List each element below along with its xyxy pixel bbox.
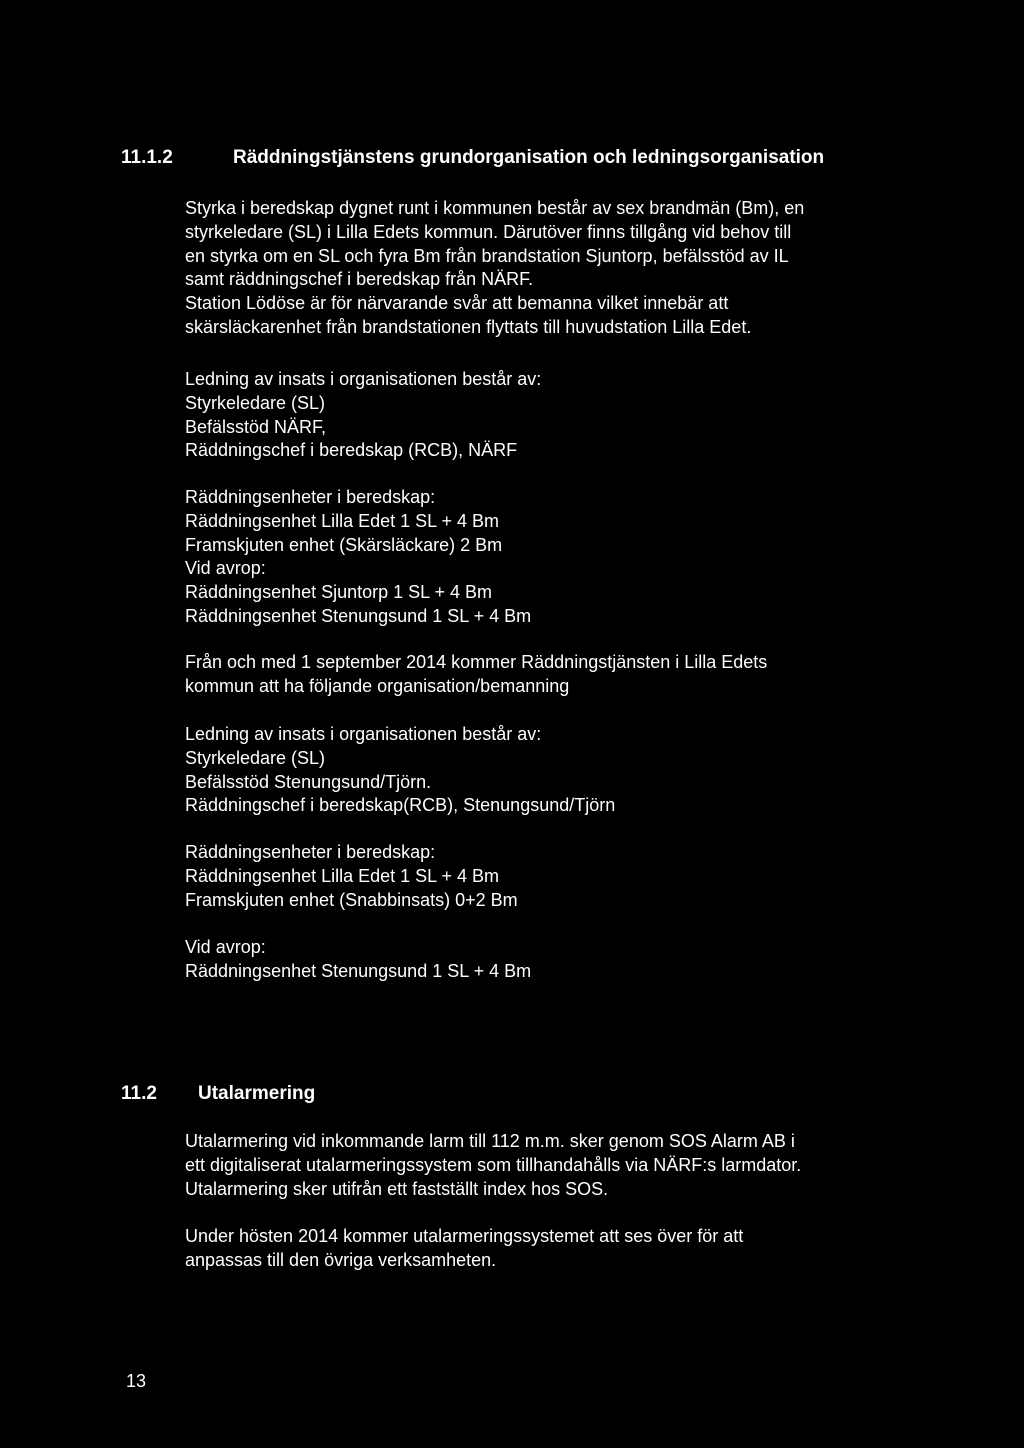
text-line: Vid avrop: <box>185 558 266 579</box>
text-line: en styrka om en SL och fyra Bm från brandstation Sjuntorp, befälsstöd av IL <box>185 245 789 266</box>
on-call-list-new <box>185 936 531 984</box>
leadership-list-current <box>185 368 541 463</box>
text-line: Befälsstöd NÄRF, <box>185 416 327 437</box>
text-line: Räddningsenhet Stenungsund 1 SL + 4 Bm <box>185 960 532 981</box>
text-line: Utalarmering sker utifrån ett fastställt index hos SOS. <box>185 1178 609 1199</box>
section-title: Utalarmering <box>198 1083 316 1104</box>
page-number: 13 <box>126 1371 147 1391</box>
text-line: anpassas till den övriga verksamheten. <box>185 1249 497 1270</box>
paragraph-organisation-change <box>185 651 767 699</box>
text-line: styrkeledare (SL) i Lilla Edets kommun. Därutöver finns tillgång vid behov till <box>185 221 792 242</box>
text-line: Räddningsenheter i beredskap: <box>185 487 436 507</box>
text-line: Från och med 1 september 2014 kommer Räddningstjänsten i Lilla Edets <box>185 652 768 672</box>
text-line: Framskjuten enhet (Skärsläckare) 2 Bm <box>185 534 503 555</box>
text-line: Räddningsenhet Lilla Edet 1 SL + 4 Bm <box>185 510 500 531</box>
text-line: Framskjuten enhet (Snabbinsats) 0+2 Bm <box>185 889 518 910</box>
text-line: Ledning av insats i organisationen består av: <box>185 724 542 744</box>
text-line: samt räddningschef i beredskap från NÄRF. <box>185 269 534 290</box>
text-line: Räddningschef i beredskap(RCB), Stenungsund/Tjörn <box>185 795 616 816</box>
text-line: skärsläckarenhet från brandstationen flyttats till huvudstation Lilla Edet. <box>185 316 752 337</box>
text-line: ett digitaliserat utalarmeringssystem som tillhandahålls via NÄRF:s larmdator. <box>185 1154 802 1175</box>
text-line: Räddningsenhet Stenungsund 1 SL + 4 Bm <box>185 605 532 626</box>
text-line: Vid avrop: <box>185 937 266 957</box>
text-line: Räddningschef i beredskap (RCB), NÄRF <box>185 440 518 461</box>
leadership-list-new <box>185 723 615 818</box>
text-line: Räddningsenheter i beredskap: <box>185 842 436 862</box>
section-number: 11.1.2 <box>121 147 173 168</box>
text-line: Styrkeledare (SL) <box>185 392 326 413</box>
text-line: Utalarmering vid inkommande larm till 112 m.m. sker genom SOS Alarm AB i <box>185 1131 795 1151</box>
text-line: Station Lödöse är för närvarande svår att bemanna vilket innebär att <box>185 293 729 314</box>
text-line: Styrka i beredskap dygnet runt i kommunen består av sex brandmän (Bm), en <box>185 198 805 218</box>
units-list-current <box>185 486 531 629</box>
paragraph-alerting <box>185 1130 801 1201</box>
units-list-new <box>185 841 518 912</box>
text-line: Under hösten 2014 kommer utalarmeringssystemet att ses över för att <box>185 1226 744 1246</box>
paragraph-standby-strength <box>185 197 804 340</box>
text-line: Befälsstöd Stenungsund/Tjörn. <box>185 771 432 792</box>
text-line: Räddningsenhet Sjuntorp 1 SL + 4 Bm <box>185 582 493 603</box>
text-line: Styrkeledare (SL) <box>185 747 326 768</box>
text-line: kommun att ha följande organisation/bemanning <box>185 675 570 696</box>
section-title: Räddningstjänstens grundorganisation och ledningsorganisation <box>233 147 825 168</box>
paragraph-alerting-review <box>185 1225 743 1273</box>
text-line: Räddningsenhet Lilla Edet 1 SL + 4 Bm <box>185 865 500 886</box>
section-number: 11.2 <box>121 1083 157 1104</box>
text-line: Ledning av insats i organisationen består av: <box>185 369 542 389</box>
